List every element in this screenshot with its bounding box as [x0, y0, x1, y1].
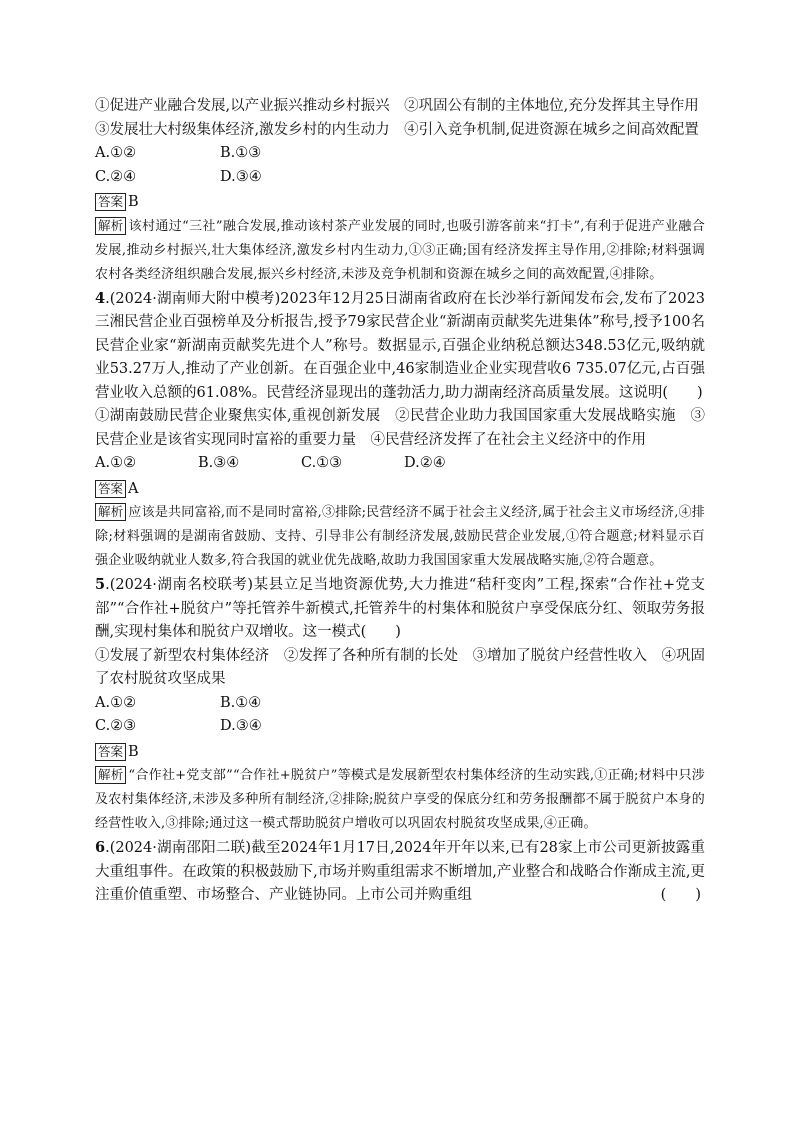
q5-stem-text: .(2024·湖南名校联考)某县立足当地资源优势,大力推进“秸秆变肉”工程,探索“合作社+党支部”“合作社+脱贫户”等托管养牛新模式,托管养牛的村集体和脱贫户享受保底分红、领取劳务报酬,实现村集体和脱贫户双增收。这一模式( ) [95, 577, 705, 640]
q4-choice-a: A.①② [95, 455, 137, 471]
q6-stem [95, 836, 705, 908]
q4-options: ①湖南鼓励民营企业聚焦实体,重视创新发展 ②民营企业助力我国国家重大发展战略实施 ③民营企业是该省实现同时富裕的重要力量 ④民营经济发挥了在社会主义经济中的作用 [95, 408, 705, 448]
q5-choice-d: D.③④ [220, 718, 262, 734]
q4-choices-row [95, 452, 705, 476]
q3-analysis [95, 215, 705, 287]
q3-choice-d: D.③④ [220, 168, 262, 185]
answer-label: 答案 [95, 743, 126, 761]
q6-answer-blank: ( ) [660, 887, 701, 903]
q5-choice-a: A.①② [95, 694, 137, 711]
q5-stem [95, 573, 705, 645]
q4-number: 4 [95, 289, 106, 307]
q3-choice-a: A.①② [95, 145, 137, 161]
q4-answer [95, 478, 705, 502]
q4-answer-value: A [128, 480, 139, 497]
q3-answer-value: B [128, 194, 139, 210]
q5-choice-c: C.②③ [95, 718, 137, 734]
analysis-label: 解析 [95, 503, 126, 521]
q3-choices-row-2 [95, 166, 705, 190]
q5-answer [95, 741, 705, 765]
q3-choice-b: B.①③ [220, 145, 262, 161]
q3-answer [95, 191, 705, 215]
q5-choice-b: B.①④ [220, 694, 262, 711]
q3-choice-c: C.②④ [95, 168, 137, 185]
q5-options: ①发展了新型农村集体经济 ②发挥了各种所有制的长处 ③增加了脱贫户经营性收入 ④巩固了农村脱贫攻坚成果 [95, 647, 705, 687]
q4-choice-d: D.②④ [404, 455, 446, 471]
q3-choices-row-1 [95, 142, 705, 166]
q4-analysis-text: 应该是共同富裕,而不是同时富裕,③排除;民营经济不属于社会主义经济,属于社会主义市场经济,④排除;材料强调的是湖南省鼓励、支持、引导非公有制经济发展,鼓励民营企业发展,①符合题意;材料显示百强企业吸纳就业人数多,符合我国的就业优先战略,故助力我国国家重大发展战略实施,②符合题意。 [95, 505, 705, 568]
q5-choices-row-1 [95, 692, 705, 716]
q5-analysis [95, 764, 705, 836]
q3-options-line-2: ③发展壮大村级集体经济,激发乡村的内生动力 ④引入竞争机制,促进资源在城乡之间高效配置 [95, 121, 699, 138]
q6-number: 6 [95, 839, 106, 856]
q5-choices-row-2 [95, 715, 705, 739]
analysis-label: 解析 [95, 766, 126, 784]
q4-analysis [95, 501, 705, 573]
analysis-label: 解析 [95, 217, 126, 235]
q5-answer-value: B [128, 743, 139, 760]
q5-number: 5 [95, 576, 106, 593]
q4-choice-b: B.③④ [198, 455, 240, 471]
q3-analysis-text: 该村通过“三社”融合发展,推动该村茶产业发展的同时,也吸引游客前来“打卡”,有利于促进产业融合发展,推动乡村振兴,壮大集体经济,激发乡村内生动力,①③正确;国有经济发挥主导作用,②排除;材料强调农村各类经济组织融合发展,振兴乡村经济,未涉及竞争机制和资源在城乡之间的高效配置,④排除。 [95, 218, 705, 282]
q4-choice-c: C.①③ [301, 455, 343, 471]
q4-stem-text: .(2024·湖南师大附中模考)2023年12月25日湖南省政府在长沙举行新闻发布会,发布了2023三湘民营企业百强榜单及分析报告,授予79家民营企业“新湖南贡献奖先进集体”称号,授予100名民营企业家“新湖南贡献奖先进个人”称号。数据显示,百强企业纳税总额达348.53亿元,吸纳就业53.27万人,推动了产业创新。在百强企业中,46家制造业企业实现营收6 735.07亿元,占百强营业收入总额的61.08%。民营经济显现出的蓬勃活力,助力湖南经济高质量发展。这说明( ) [95, 290, 705, 401]
answer-label: 答案 [95, 193, 126, 211]
answer-label: 答案 [95, 480, 126, 498]
q3-options-line-1: ①促进产业融合发展,以产业振兴推动乡村振兴 ②巩固公有制的主体地位,充分发挥其主导作用 [95, 98, 699, 114]
q5-analysis-text: “合作社+党支部”“合作社+脱贫户”等模式是发展新型农村集体经济的生动实践,①正确;材料中只涉及农村集体经济,未涉及多种所有制经济,②排除;脱贫户享受的保底分红和劳务报酬都不属于脱贫户本身的经营性收入,③排除;通过这一模式帮助脱贫户增收可以巩固农村脱贫攻坚成果,④正确。 [95, 768, 705, 831]
q4-stem [95, 287, 705, 406]
document-page [95, 95, 705, 908]
q6-stem-text: .(2024·湖南邵阳二联)截至2024年1月17日,2024年开年以来,已有28家上市公司更新披露重大重组事件。在政策的积极鼓励下,市场并购重组需求不断增加,产业整合和战略合作渐成主流,更注重价值重塑、市场整合、产业链协同。上市公司并购重组 [95, 840, 705, 903]
